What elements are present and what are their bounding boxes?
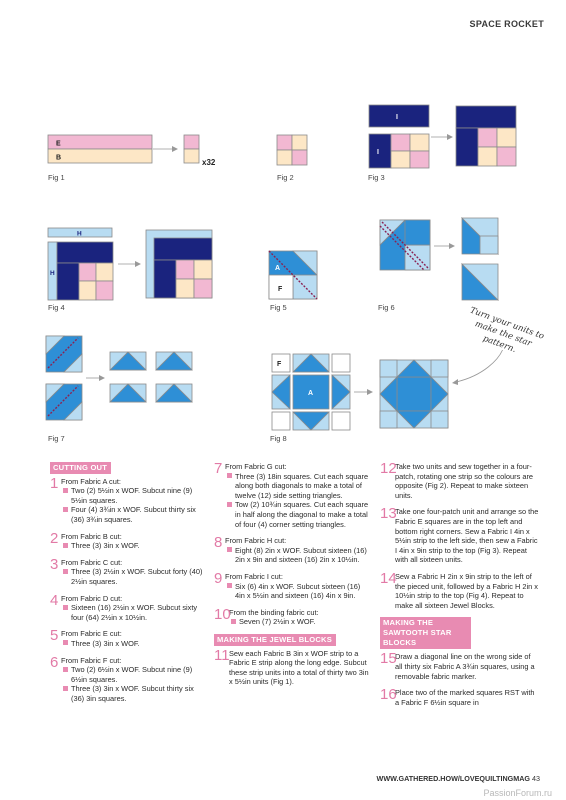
column-3 xyxy=(380,462,540,714)
bullet-text: Three (3) 18in squares. Cut each square along both diagonals to make a total of twelve (12) side setting triangles. xyxy=(235,471,369,500)
step-number: 2 xyxy=(50,529,59,547)
bullet-item xyxy=(229,617,370,627)
step-3 xyxy=(50,555,206,587)
bullet-icon xyxy=(227,502,232,507)
footer-url-text[interactable]: WWW.GATHERED.HOW/LOVEQUILTINGMAG xyxy=(376,774,530,783)
fig-1-label: Fig 1 xyxy=(48,173,65,182)
bullet-icon xyxy=(63,488,68,493)
bullet-icon xyxy=(227,473,232,478)
section-heading-cutting-out: CUTTING OUT xyxy=(50,462,111,474)
step-4 xyxy=(50,591,206,623)
bullet-item xyxy=(225,500,370,529)
fig-3-label: Fig 3 xyxy=(368,173,385,182)
step-12 xyxy=(380,462,540,500)
fig-2-label: Fig 2 xyxy=(277,173,294,182)
bullet-item xyxy=(61,603,206,622)
bullet-icon xyxy=(63,605,68,610)
figure-3 xyxy=(368,104,518,170)
step-number: 4 xyxy=(50,591,59,609)
footer-url[interactable] xyxy=(377,774,540,783)
bullet-text: Tow (2) 10¾in squares. Cut each square in half along the diagonal to make a total of four (4) corner setting triangles. xyxy=(235,500,369,529)
step-text: Draw a diagonal line on the wrong side of all thirty six Fabric A 3¾in squares, using a removable fabric marker. xyxy=(395,652,535,681)
bullet-item xyxy=(61,684,206,703)
step-16 xyxy=(380,688,540,707)
step-text: Take two units and sew together in a four-patch, rotating one strip so the colours are opposite (Fig 2). Repeat to make sixteen units. xyxy=(395,462,534,500)
step-text: Place two of the marked squares RST with a Fabric F 6½in square in xyxy=(395,688,535,707)
figure-2 xyxy=(276,134,310,168)
step-number: 5 xyxy=(50,627,59,645)
bullet-icon xyxy=(63,686,68,691)
fig-6-label: Fig 6 xyxy=(378,303,395,312)
figure-5 xyxy=(268,250,320,302)
step-7 xyxy=(214,462,370,529)
fig-5-label: Fig 5 xyxy=(270,303,287,312)
step-number: 14 xyxy=(380,569,397,587)
step-title: From Fabric E cut: xyxy=(61,629,122,639)
bullet-item xyxy=(61,567,206,586)
strip-label-b: B xyxy=(56,154,62,162)
bullet-item xyxy=(225,472,370,501)
step-10 xyxy=(214,605,370,627)
figure-7 xyxy=(44,334,214,432)
strip-label-i-top: I xyxy=(396,114,398,121)
step-number: 10 xyxy=(214,605,231,623)
step-title: From Fabric D cut: xyxy=(61,593,123,603)
step-11 xyxy=(214,646,370,687)
step-number: 6 xyxy=(50,653,59,671)
step-title: From Fabric C cut: xyxy=(61,557,123,567)
step-number: 3 xyxy=(50,555,59,573)
bullet-icon xyxy=(63,640,68,645)
patch-label-a: A xyxy=(275,265,281,272)
step-5 xyxy=(50,629,206,648)
bullet-text: Two (2) 5½in x WOF. Subcut nine (9) 5½in squares. xyxy=(71,486,193,505)
step-title: From Fabric H cut: xyxy=(225,536,287,546)
step-title: From the binding fabric cut: xyxy=(229,607,319,617)
step-number: 1 xyxy=(50,474,59,492)
bullet-text: Three (3) 3in x WOF. Subcut thirty six (36) 3in squares. xyxy=(71,684,194,703)
bullet-text: Three (3) 2½in x WOF. Subcut forty (40) 2½in squares. xyxy=(71,567,203,586)
bullet-icon xyxy=(63,507,68,512)
step-6 xyxy=(50,653,206,704)
bullet-text: Four (4) 3¾in x WOF. Subcut thirty six (36) 3¾in squares. xyxy=(71,505,196,524)
column-2 xyxy=(214,462,370,694)
bullet-icon xyxy=(227,547,232,552)
bullet-text: Sixteen (16) 2½in x WOF. Subcut sixty four (64) 2½in x 10½in. xyxy=(71,603,198,622)
section-heading-jewel-blocks: MAKING THE JEWEL BLOCKS xyxy=(214,634,336,646)
bullet-icon xyxy=(231,619,236,624)
bullet-text: Seven (7) 2½in x WOF. xyxy=(239,617,316,627)
bullet-item xyxy=(61,505,206,524)
step-2 xyxy=(50,529,206,551)
step-text: Take one four-patch unit and arrange so the Fabric E squares are in the top left and bottom right corners. Sew a Fabric I 4in x 5½in strip to the left side, then sew a Fabric I 4in x 9in strip to the top (Fig 3). Repeat with all sixteen units. xyxy=(395,507,539,565)
step-number: 9 xyxy=(214,569,223,587)
bullet-text: Eight (8) 2in x WOF. Subcut sixteen (16) 2in x 9in and sixteen (16) 2in x 10½in. xyxy=(235,545,367,565)
watermark: PassionForum.ru xyxy=(483,788,552,798)
step-14 xyxy=(380,569,540,610)
handwritten-note: Turn your units to make the star pattern. xyxy=(468,305,546,355)
bullet-item xyxy=(61,639,206,649)
bullet-text: Three (3) 3in x WOF. xyxy=(71,541,140,551)
strip-label-i-left: I xyxy=(377,149,379,156)
strip-label-e: E xyxy=(56,140,61,148)
section-heading-sawtooth-star: MAKING THE SAWTOOTH STAR BLOCKS xyxy=(380,617,471,649)
figure-6 xyxy=(376,212,516,304)
step-title: From Fabric A cut: xyxy=(61,476,121,486)
figure-4 xyxy=(46,226,216,302)
step-title: From Fabric B cut: xyxy=(61,531,122,541)
step-text: Sew a Fabric H 2in x 9in strip to the left of the pieced unit, followed by a Fabric H 2in x 10½in strip to the top (Fig 4). Repeat to make all sixteen Jewel Blocks. xyxy=(395,571,538,610)
step-number: 16 xyxy=(380,686,397,704)
step-number: 15 xyxy=(380,650,397,668)
step-number: 7 xyxy=(214,460,223,477)
bullet-icon xyxy=(63,543,68,548)
bullet-icon xyxy=(63,569,68,574)
strip-label-h-left: H xyxy=(50,270,55,277)
bullet-text: Six (6) 4in x WOF. Subcut sixteen (16) 4in x 5½in and sixteen (16) 4in x 9in. xyxy=(235,581,361,601)
bullet-item xyxy=(225,582,370,601)
step-1 xyxy=(50,474,206,525)
bullet-item xyxy=(225,546,370,565)
multiplier-label: x32 xyxy=(202,158,216,167)
step-title: From Fabric I cut: xyxy=(225,571,283,581)
patch-label-a: A xyxy=(308,390,314,397)
step-number: 12 xyxy=(380,460,397,477)
step-number: 8 xyxy=(214,534,223,552)
step-8 xyxy=(214,536,370,565)
fig-7-label: Fig 7 xyxy=(48,434,65,443)
figure-8 xyxy=(268,350,536,434)
fig-8-label: Fig 8 xyxy=(270,434,287,443)
patch-label-f: F xyxy=(277,361,282,368)
step-13 xyxy=(380,507,540,565)
column-1 xyxy=(50,462,206,710)
page-number: 43 xyxy=(532,774,540,783)
bullet-text: Three (3) 3in x WOF. xyxy=(71,638,140,648)
step-number: 13 xyxy=(380,505,397,523)
step-15 xyxy=(380,652,540,681)
bullet-item xyxy=(61,665,206,684)
patch-label-f: F xyxy=(278,286,283,293)
strip-label-h-top: H xyxy=(77,230,82,238)
bullet-item xyxy=(61,541,206,551)
step-number: 11 xyxy=(214,646,230,664)
page-header-title: SPACE ROCKET xyxy=(469,19,544,29)
step-title: From Fabric F cut: xyxy=(61,655,122,665)
step-text: Sew each Fabric B 3in x WOF strip to a Fabric E strip along the long edge. Subcut these strip units into a total of thirty two 3in x 5½in units (Fig 1). xyxy=(229,648,369,687)
step-title: From Fabric G cut: xyxy=(225,462,287,471)
bullet-text: Two (2) 6½in x WOF. Subcut nine (9) 6½in squares. xyxy=(71,665,193,684)
figure-1 xyxy=(46,132,226,172)
bullet-item xyxy=(61,486,206,505)
bullet-icon xyxy=(63,667,68,672)
fig-4-label: Fig 4 xyxy=(48,303,65,312)
step-9 xyxy=(214,569,370,601)
bullet-icon xyxy=(227,583,232,588)
